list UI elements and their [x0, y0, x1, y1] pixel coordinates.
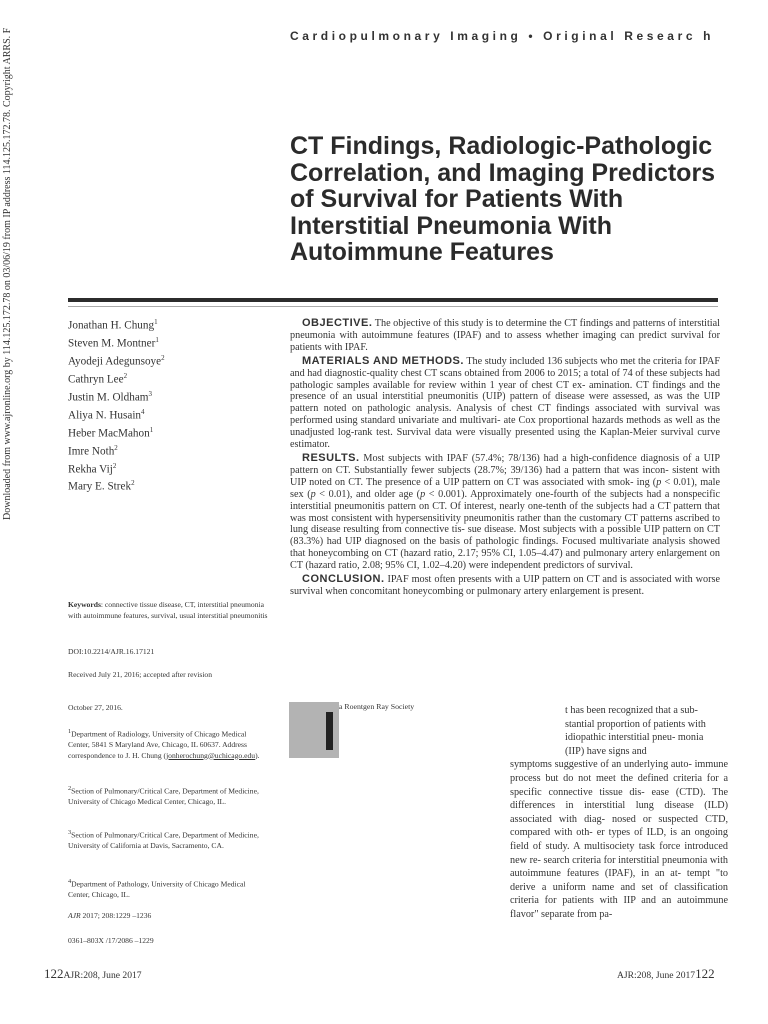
- abstract: [290, 318, 720, 600]
- citation: AJR 2017; 208:1229 –1236: [68, 911, 152, 920]
- title-rule-thin: [68, 306, 718, 307]
- footer-right: AJR:208, June 2017122: [617, 966, 715, 981]
- abstract-conclusion: CONCLUSION. IPAF most often presents with a UIP pattern on CT and is associated with worse survival when concomitant honeycombing or pulmonary artery enlargement is present.: [290, 573, 720, 597]
- section-label: Cardiopulmonary Imaging • Original Researc h: [290, 29, 714, 43]
- abstract-methods: MATERIALS AND METHODS. The study included 136 subjects who met the criteria for IPAF and had diagnostic-quality chest CT scans obtained from 2006 to 2015; a total of 74 of these subjects had pathologic samples available for review within 1 year of chest CT ex- amination. CT findings and the presence of an usual interstitial pneumonitis (UIP) pattern of disease were assessed, as was the UIP pattern noted on pathologic analysis. Analysis of chest CT findings associated with survival was performed using standard univariate and multivari- ate Cox proportional hazards methods as well as the unadjusted log-rank test. Survival data were visually presented using the Kaplan-Meier survival curve estimator.: [290, 354, 721, 451]
- page-number: 122: [695, 966, 715, 981]
- article-title: CT Findings, Radiologic-Pathologic Correlation, and Imaging Predictors of Survival for Patients With Interstitial Pneumonia With Autoimmune Features: [290, 132, 716, 266]
- affiliation-1: $^1$Department of Radiology, University of Chicago Medical Center, 5841 S Maryland Ave, Chicago, IL 60637. Address correspondence to J. H. Chung (jonherochung@uchicago.edu).: [68, 728, 260, 760]
- received-date: Received July 21, 2016; accepted after revision: [68, 670, 213, 679]
- author: Imre Noth$^2$: [68, 443, 118, 458]
- body-paragraph: symptoms suggestive of an underlying auto- immune process but do not meet the defined criteria for a specific connective tissue dis- ease (CTD). The differences in interstitial lung disease (ILD) associated with diag- nosed or suspected CTD, compared with oth- er types of ILD, is an ongoing field of study. A multisociety task force introduced new re- search criteria for interstitial pneumonia with autoimmune features (IPAF), in an at- tempt "to derive a uniform name and set of classification criteria for patients with IIP and an autoimmune flavor" separate from pa-: [510, 759, 728, 920]
- author: Justin M. Oldham$^3$: [68, 389, 152, 404]
- download-note: Downloaded from www.ajronline.org by 114.125.172.78 on 03/06/19 from IP address 114.125.172.78. Copyright ARRS. F: [2, 27, 13, 520]
- keywords: Keywords: connective tissue disease, CT, interstitial pneumonia with autoimmune features, survival, usual interstitial pneumonitis: [68, 600, 268, 620]
- author: Steven M. Montner$^1$: [68, 335, 159, 350]
- author: Heber MacMahon$^1$: [68, 425, 154, 440]
- body-line: t has been recognized that a sub-: [565, 705, 698, 716]
- affiliation-3: $^3$Section of Pulmonary/Critical Care, Department of Medicine, University of California at Davis, Sacramento, CA.: [68, 829, 259, 851]
- author: Mary E. Strek$^2$: [68, 479, 135, 494]
- download-watermark: [2, 0, 14, 520]
- abstract-objective: OBJECTIVE. The objective of this study is to determine the CT findings and patterns of interstitial pneumonia with autoimmune features (IPAF) and to assess whether imaging can predict survival for patients with IPAF.: [290, 317, 720, 353]
- author: Ayodeji Adegunsoye$^2$: [68, 353, 165, 368]
- body-line: stantial proportion of patients with: [565, 718, 706, 730]
- doi: DOI:10.2214/AJR.16.17121: [68, 647, 155, 656]
- author: Jonathan H. Chung$^1$: [68, 318, 158, 332]
- correspondence-email[interactable]: jonherochung@uchicago.edu: [166, 750, 256, 760]
- author: Rekha Vij$^2$: [68, 461, 117, 476]
- revision-date: October 27, 2016.: [68, 703, 123, 712]
- author: Aliya N. Husain$^4$: [68, 407, 145, 422]
- body-line: idiopathic interstitial pneu- monia: [565, 732, 704, 744]
- copyright-line: a Roentgen Ray Society: [339, 702, 415, 711]
- body-line: (IIP) have signs and: [565, 745, 647, 757]
- affiliation-2: $^2$Section of Pulmonary/Critical Care, Department of Medicine, University of Chicago Medical Center, Chicago, IL.: [68, 785, 259, 807]
- abstract-results: RESULTS. Most subjects with IPAF (57.4%; 78/136) had a high-confidence diagnosis of a UIP pattern on CT. Substantially fewer subjects (28.7%; 39/136) had a pattern that was incon- sistent with UIP noted on CT. The presence of a UIP pattern on CT was associated with smok- ing (p < 0.01), male sex (p < 0.01), and older age (p < 0.001). Approximately one-fourth of the subjects had a nonspecific interstitial pneumonitis pattern on CT. Of interest, nearly one-tenth of the subjects had a CT pattern that was most consistent with hypersensitivity pneumonitis rather than the customary CT patterns ascribed to lung disease resulting from connective tis- sue disease. Most subjects with a possible UIP pattern on CT (83.3%) had UIP diagnosed on the basis of pathologic findings. Focused multivariate analysis showed that honeycombing on CT (hazard ratio, 2.17; 95% CI, 1.05–4.47) and pulmonary artery enlargement on CT (hazard ratio, 2.08; 95% CI, 1.02–4.20) were independent predictors of survival.: [290, 451, 721, 572]
- author: Cathryn Lee$^2$: [68, 371, 128, 386]
- body-text: [510, 704, 728, 922]
- issn: 0361–803X /17/2086 –1229: [68, 936, 154, 945]
- author-list: [68, 315, 278, 494]
- title-rule: [68, 298, 718, 302]
- affiliation-4: $^4$Department of Pathology, University of Chicago Medical Center, Chicago, IL.: [68, 878, 246, 900]
- footer-left: 122AJR:208, June 2017: [44, 966, 142, 981]
- dropcap-letter: [326, 712, 333, 750]
- page-number: 122: [44, 966, 64, 981]
